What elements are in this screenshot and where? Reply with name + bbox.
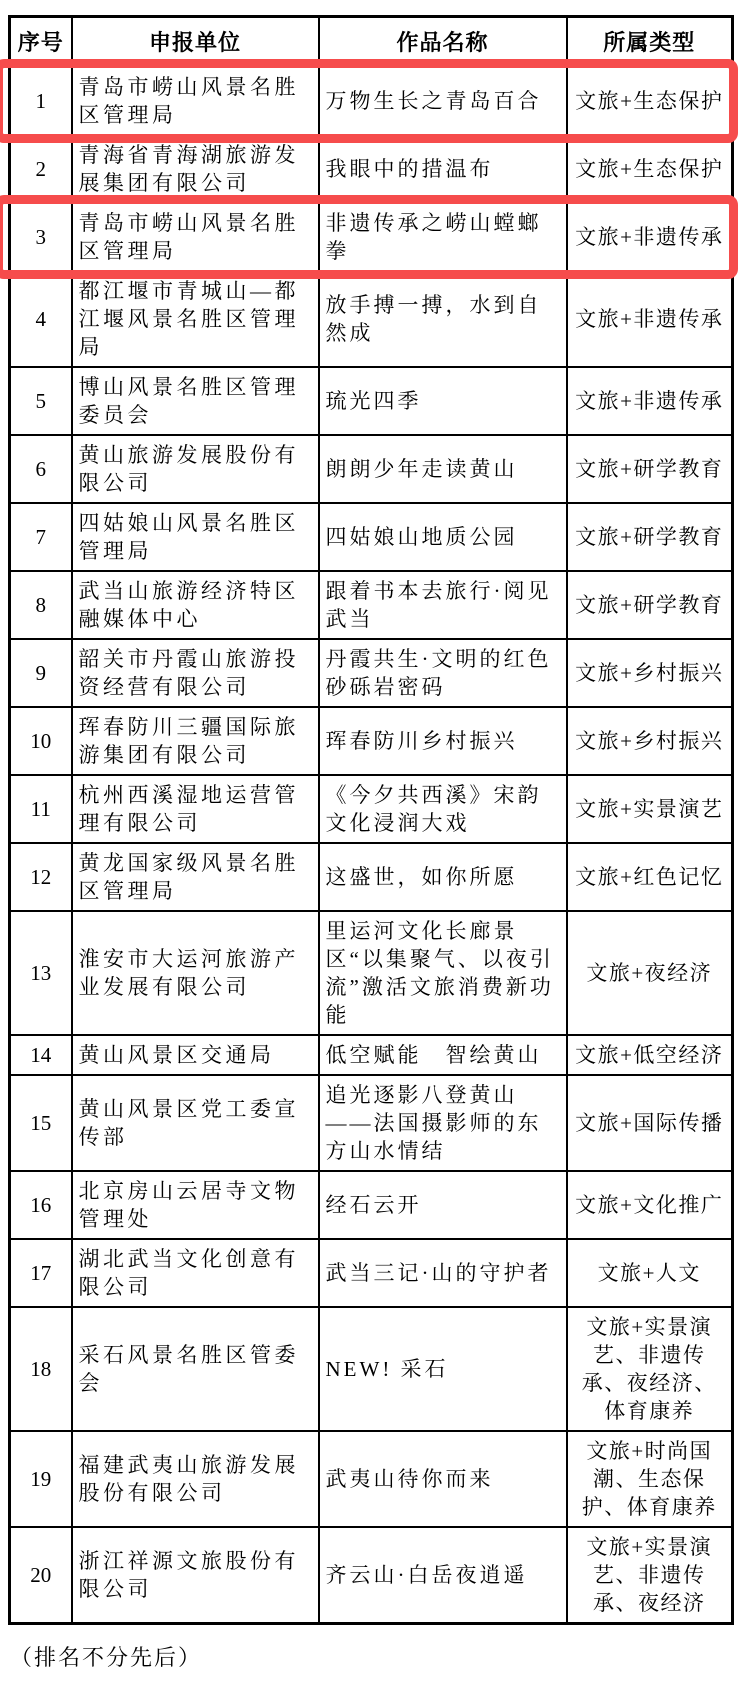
- row-number-cell: 5: [10, 367, 72, 435]
- type-cell: 文旅+国际传播: [567, 1075, 733, 1171]
- work-cell: 珲春防川乡村振兴: [319, 707, 567, 775]
- header-cell-unit: 申报单位: [72, 17, 319, 67]
- unit-cell: 黄山风景区党工委宣传部: [72, 1075, 319, 1171]
- table-row: [10, 1431, 733, 1527]
- work-cell: 低空赋能 智绘黄山: [319, 1035, 567, 1075]
- type-cell: 文旅+低空经济: [567, 1035, 733, 1075]
- work-cell: 四姑娘山地质公园: [319, 503, 567, 571]
- work-cell: 我眼中的措温布: [319, 135, 567, 203]
- row-number-cell: 1: [10, 67, 72, 135]
- table-row: [10, 1307, 733, 1431]
- type-cell: 文旅+文化推广: [567, 1171, 733, 1239]
- type-cell: 文旅+乡村振兴: [567, 707, 733, 775]
- type-cell: 文旅+实景演艺: [567, 775, 733, 843]
- unit-cell: 都江堰市青城山—都江堰风景名胜区管理局: [72, 271, 319, 367]
- work-cell: 非遗传承之崂山螳螂拳: [319, 203, 567, 271]
- table-row: [10, 1171, 733, 1239]
- row-number-cell: 20: [10, 1527, 72, 1624]
- table-row: [10, 435, 733, 503]
- table-row: [10, 67, 733, 135]
- row-number-cell: 8: [10, 571, 72, 639]
- row-number-cell: 15: [10, 1075, 72, 1171]
- row-number-cell: 13: [10, 911, 72, 1035]
- unit-cell: 黄山旅游发展股份有限公司: [72, 435, 319, 503]
- work-cell: 琉光四季: [319, 367, 567, 435]
- work-cell: 跟着书本去旅行·阅见武当: [319, 571, 567, 639]
- row-number-cell: 4: [10, 271, 72, 367]
- table-row: [10, 1239, 733, 1307]
- type-cell: 文旅+非遗传承: [567, 367, 733, 435]
- unit-cell: 湖北武当文化创意有限公司: [72, 1239, 319, 1307]
- type-cell: 文旅+夜经济: [567, 911, 733, 1035]
- footer-note: （排名不分先后）: [10, 1644, 203, 1670]
- unit-cell: 福建武夷山旅游发展股份有限公司: [72, 1431, 319, 1527]
- table-row: [10, 639, 733, 707]
- header-cell-work: 作品名称: [319, 17, 567, 67]
- table-row: [10, 503, 733, 571]
- table-row: [10, 271, 733, 367]
- type-cell: 文旅+实景演艺、非遗传承、夜经济: [567, 1527, 733, 1624]
- row-number-cell: 6: [10, 435, 72, 503]
- table-row: [10, 707, 733, 775]
- work-cell: 丹霞共生·文明的红色砂砾岩密码: [319, 639, 567, 707]
- type-cell: 文旅+研学教育: [567, 503, 733, 571]
- row-number-cell: 17: [10, 1239, 72, 1307]
- table-row: [10, 843, 733, 911]
- unit-cell: 黄山风景区交通局: [72, 1035, 319, 1075]
- row-number-cell: 7: [10, 503, 72, 571]
- type-cell: 文旅+人文: [567, 1239, 733, 1307]
- work-cell: 《今夕共西溪》宋韵文化浸润大戏: [319, 775, 567, 843]
- row-number-cell: 9: [10, 639, 72, 707]
- type-cell: 文旅+研学教育: [567, 571, 733, 639]
- header-cell-index: 序号: [10, 17, 72, 67]
- row-number-cell: 10: [10, 707, 72, 775]
- row-number-cell: 3: [10, 203, 72, 271]
- table-row: [10, 775, 733, 843]
- unit-cell: 采石风景名胜区管委会: [72, 1307, 319, 1431]
- work-cell: 经石云开: [319, 1171, 567, 1239]
- unit-cell: 杭州西溪湿地运营管理有限公司: [72, 775, 319, 843]
- unit-cell: 武当山旅游经济特区融媒体中心: [72, 571, 319, 639]
- works-table: [8, 15, 734, 1625]
- header-cell-type: 所属类型: [567, 17, 733, 67]
- type-cell: 文旅+红色记忆: [567, 843, 733, 911]
- work-cell: 这盛世，如你所愿: [319, 843, 567, 911]
- table-row: [10, 571, 733, 639]
- table-row: [10, 1527, 733, 1624]
- table-row: [10, 203, 733, 271]
- table-row: [10, 135, 733, 203]
- type-cell: 文旅+研学教育: [567, 435, 733, 503]
- unit-cell: 珲春防川三疆国际旅游集团有限公司: [72, 707, 319, 775]
- table-row: [10, 911, 733, 1035]
- row-number-cell: 11: [10, 775, 72, 843]
- work-cell: 追光逐影八登黄山——法国摄影师的东方山水情结: [319, 1075, 567, 1171]
- work-cell: 朗朗少年走读黄山: [319, 435, 567, 503]
- unit-cell: 四姑娘山风景名胜区管理局: [72, 503, 319, 571]
- type-cell: 文旅+实景演艺、非遗传承、夜经济、体育康养: [567, 1307, 733, 1431]
- type-cell: 文旅+时尚国潮、生态保护、体育康养: [567, 1431, 733, 1527]
- row-number-cell: 18: [10, 1307, 72, 1431]
- work-cell: 万物生长之青岛百合: [319, 67, 567, 135]
- type-cell: 文旅+生态保护: [567, 135, 733, 203]
- unit-cell: 浙江祥源文旅股份有限公司: [72, 1527, 319, 1624]
- work-cell: 武当三记·山的守护者: [319, 1239, 567, 1307]
- unit-cell: 青岛市崂山风景名胜区管理局: [72, 203, 319, 271]
- type-cell: 文旅+非遗传承: [567, 271, 733, 367]
- work-cell: NEW! 采石: [319, 1307, 567, 1431]
- unit-cell: 博山风景名胜区管理委员会: [72, 367, 319, 435]
- table-row: [10, 367, 733, 435]
- unit-cell: 青岛市崂山风景名胜区管理局: [72, 67, 319, 135]
- work-cell: 齐云山·白岳夜逍遥: [319, 1527, 567, 1624]
- row-number-cell: 19: [10, 1431, 72, 1527]
- row-number-cell: 16: [10, 1171, 72, 1239]
- type-cell: 文旅+非遗传承: [567, 203, 733, 271]
- table-row: [10, 1075, 733, 1171]
- work-cell: 武夷山待你而来: [319, 1431, 567, 1527]
- table-body: [10, 67, 733, 1624]
- header-row: [10, 17, 733, 67]
- unit-cell: 北京房山云居寺文物管理处: [72, 1171, 319, 1239]
- type-cell: 文旅+乡村振兴: [567, 639, 733, 707]
- unit-cell: 韶关市丹霞山旅游投资经营有限公司: [72, 639, 319, 707]
- unit-cell: 淮安市大运河旅游产业发展有限公司: [72, 911, 319, 1035]
- row-number-cell: 14: [10, 1035, 72, 1075]
- row-number-cell: 12: [10, 843, 72, 911]
- row-number-cell: 2: [10, 135, 72, 203]
- unit-cell: 黄龙国家级风景名胜区管理局: [72, 843, 319, 911]
- work-cell: 里运河文化长廊景区“以集聚气、以夜引流”激活文旅消费新功能: [319, 911, 567, 1035]
- work-cell: 放手搏一搏，水到自然成: [319, 271, 567, 367]
- table-row: [10, 1035, 733, 1075]
- unit-cell: 青海省青海湖旅游发展集团有限公司: [72, 135, 319, 203]
- type-cell: 文旅+生态保护: [567, 67, 733, 135]
